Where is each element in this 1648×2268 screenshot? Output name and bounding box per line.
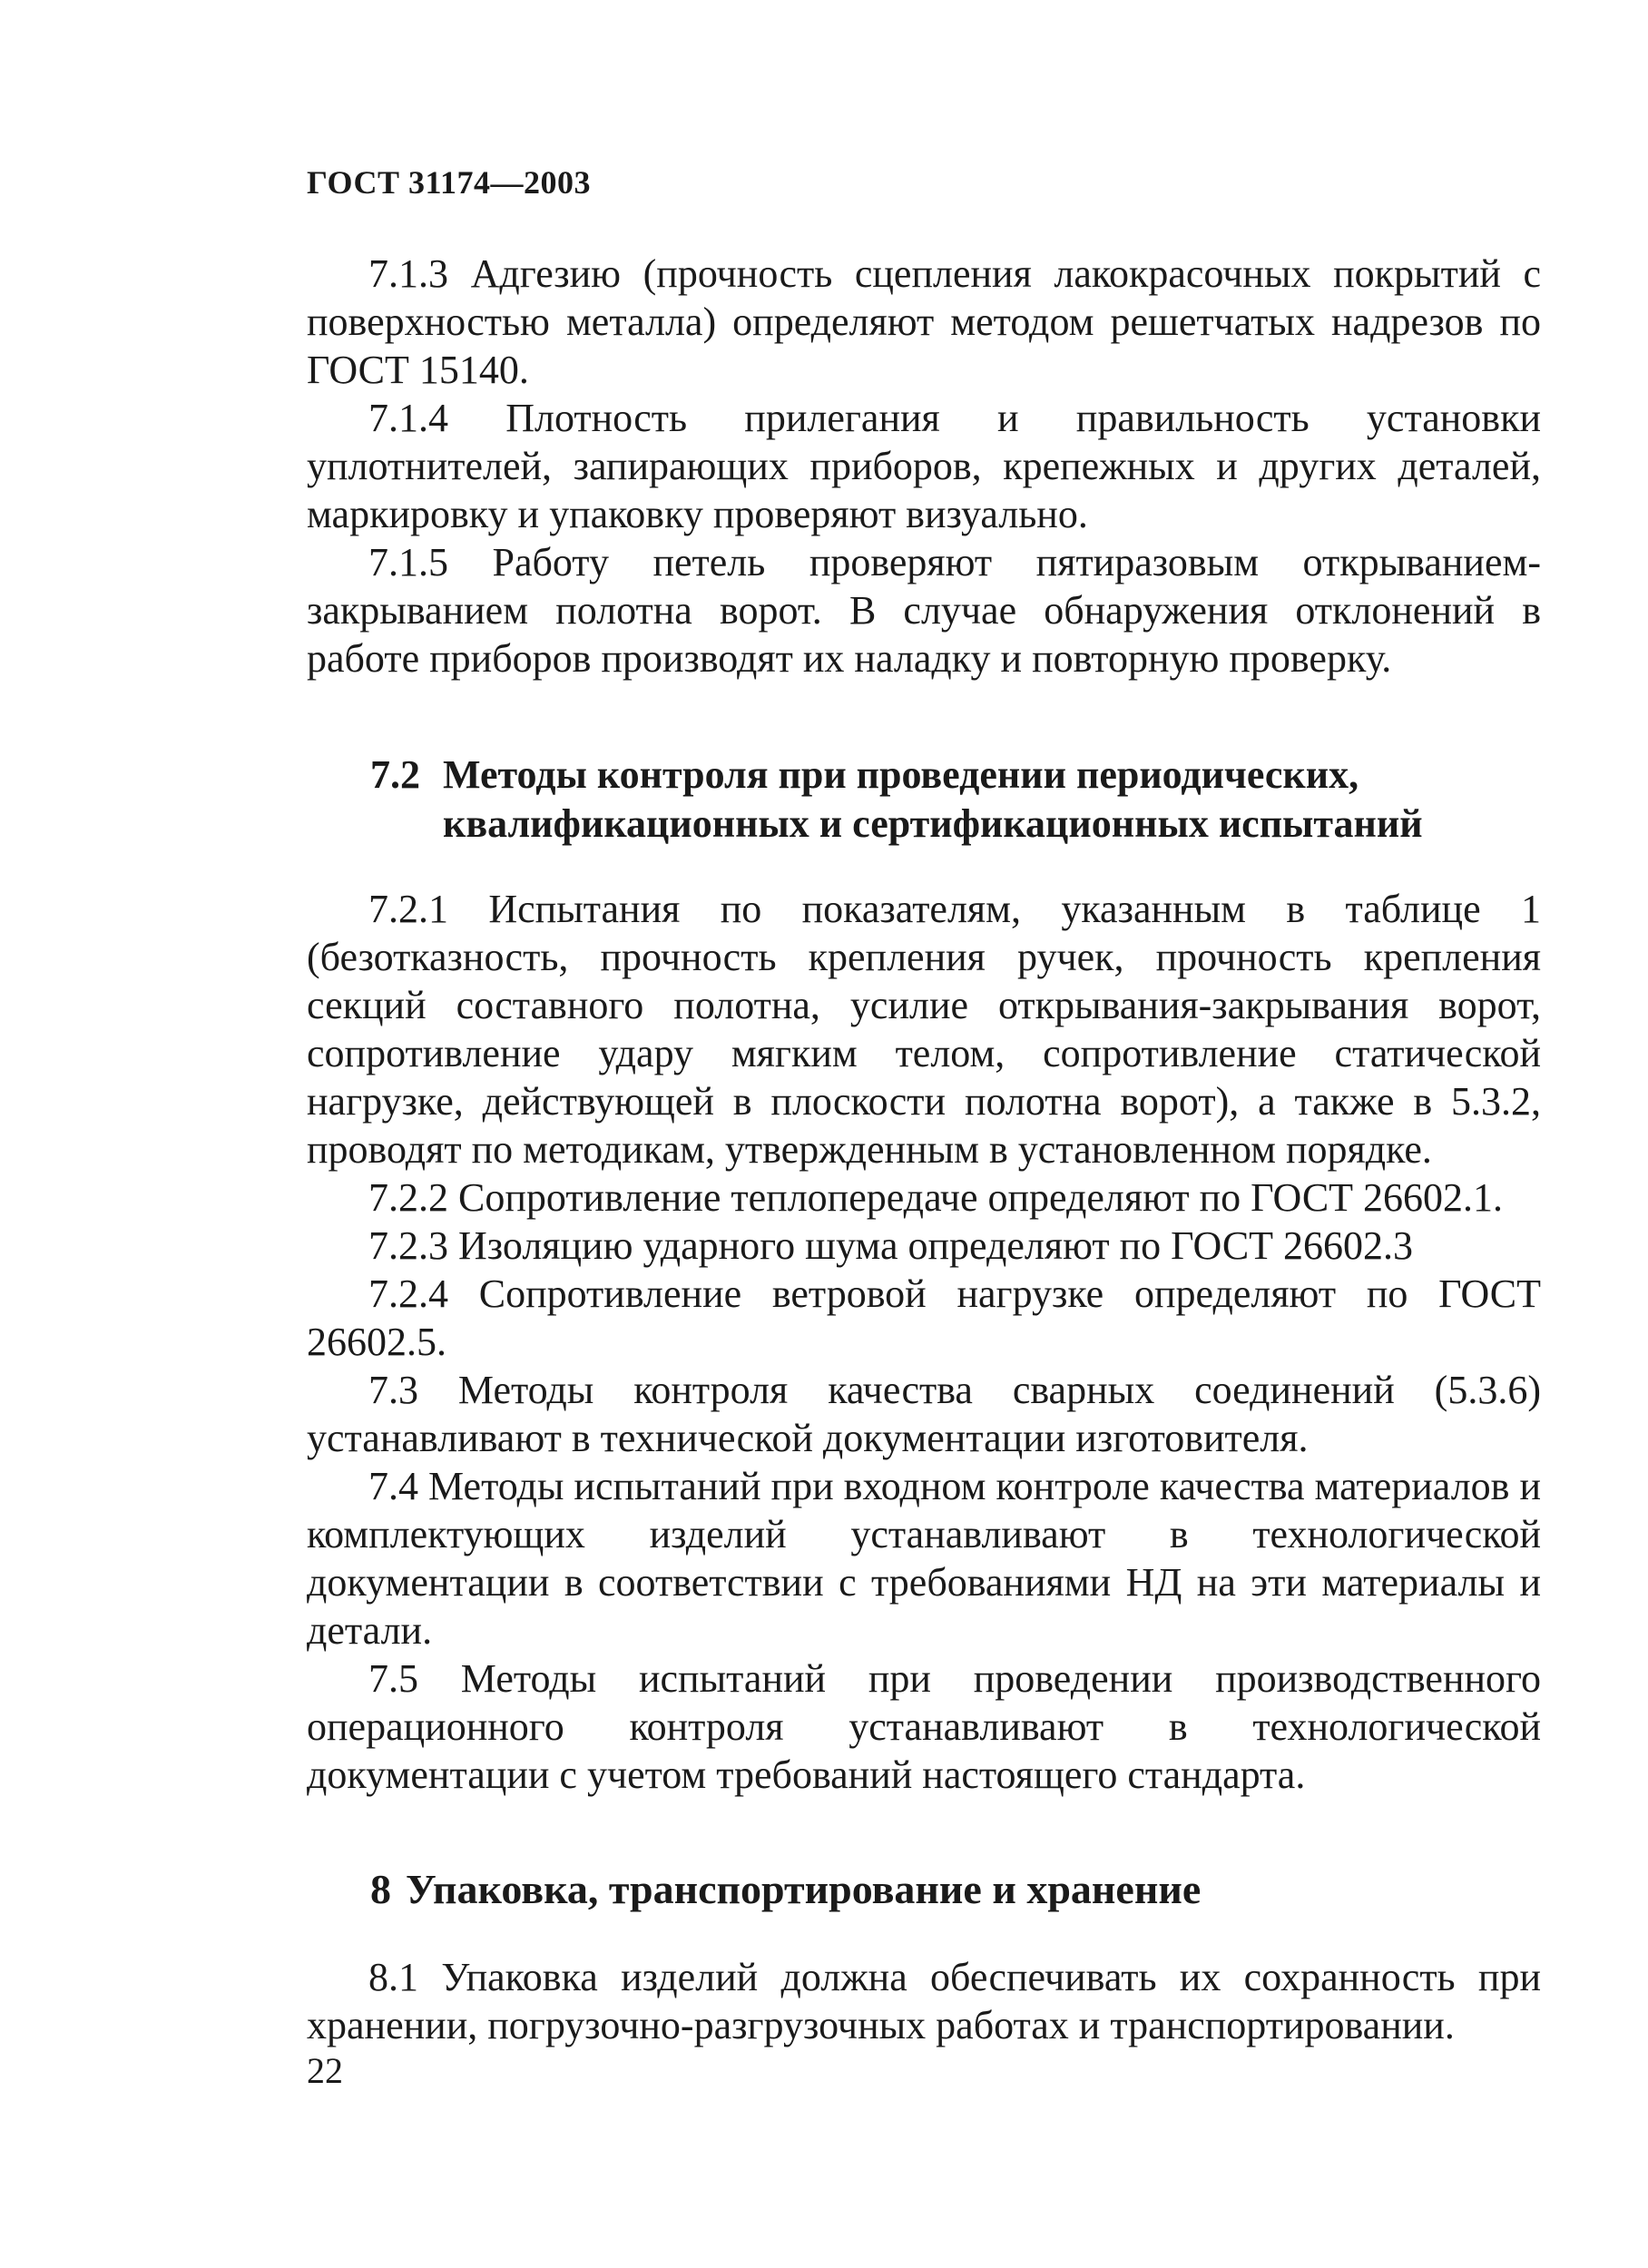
paragraph-7-3: 7.3 Методы контроля качества сварных соединений (5.3.6) устанавливают в технической документации изготовителя. — [307, 1368, 1541, 1460]
section-7-2-title-line2: квалификационных и сертификационных испытаний — [443, 801, 1423, 846]
paragraph-8-1: 8.1 Упаковка изделий должна обеспечивать их сохранность при хранении, погрузочно-разгрузочных работах и транспортировании. — [307, 1955, 1541, 2047]
section-8-number: 8 — [370, 1866, 391, 1912]
document-code-header: ГОСТ 31174—2003 — [307, 164, 591, 201]
paragraph-7-1-5: 7.1.5 Работу петель проверяют пятиразовым открыванием-закрыванием полотна ворот. В случае обнаружения отклонений в работе приборов производят их наладку и повторную проверку. — [307, 540, 1541, 681]
page-content — [307, 250, 1541, 2049]
section-8-heading — [370, 1864, 1541, 1915]
paragraph-7-1-3: 7.1.3 Адгезию (прочность сцепления лакокрасочных покрытий с поверхностью металла) определяют методом решетчатых надрезов по ГОСТ 15140. — [307, 251, 1541, 392]
section-8-title: Упаковка, транспортирование и хранение — [406, 1866, 1202, 1912]
paragraph-7-2-4: 7.2.4 Сопротивление ветровой нагрузке определяют по ГОСТ 26602.5. — [307, 1271, 1541, 1364]
page-number: 22 — [307, 2050, 343, 2091]
section-7-2-number: 7.2 — [370, 752, 420, 797]
section-7-2-heading — [370, 751, 1541, 849]
paragraph-7-2-3: 7.2.3 Изоляцию ударного шума определяют по ГОСТ 26602.3 — [368, 1223, 1414, 1268]
paragraph-7-1-4: 7.1.4 Плотность прилегания и правильность установки уплотнителей, запирающих приборов, крепежных и других деталей, маркировку и упаковку проверяют визуально. — [307, 396, 1541, 536]
paragraph-7-2-2: 7.2.2 Сопротивление теплопередаче определяют по ГОСТ 26602.1. — [368, 1175, 1504, 1220]
paragraph-7-2-1: 7.2.1 Испытания по показателям, указанным в таблице 1 (безотказность, прочность крепления ручек, прочность крепления секций составного полотна, усилие открывания-закрывания ворот, сопротивление удару мягким телом, сопротивление статической нагрузке, действующей в плоскости полотна ворот), а также в 5.3.2, проводят по методикам, утвержденным в установленном порядке. — [307, 887, 1541, 1172]
paragraph-7-5: 7.5 Методы испытаний при проведении производственного операционного контроля устанавливают в технологической документации с учетом требований настоящего стандарта. — [307, 1656, 1541, 1797]
paragraph-7-4: 7.4 Методы испытаний при входном контроле качества материалов и комплектующих изделий устанавливают в технологической документации в соответствии с требованиями НД на эти материалы и детали. — [307, 1464, 1541, 1653]
section-7-2-title-line1: Методы контроля при проведении периодических, — [443, 752, 1359, 797]
